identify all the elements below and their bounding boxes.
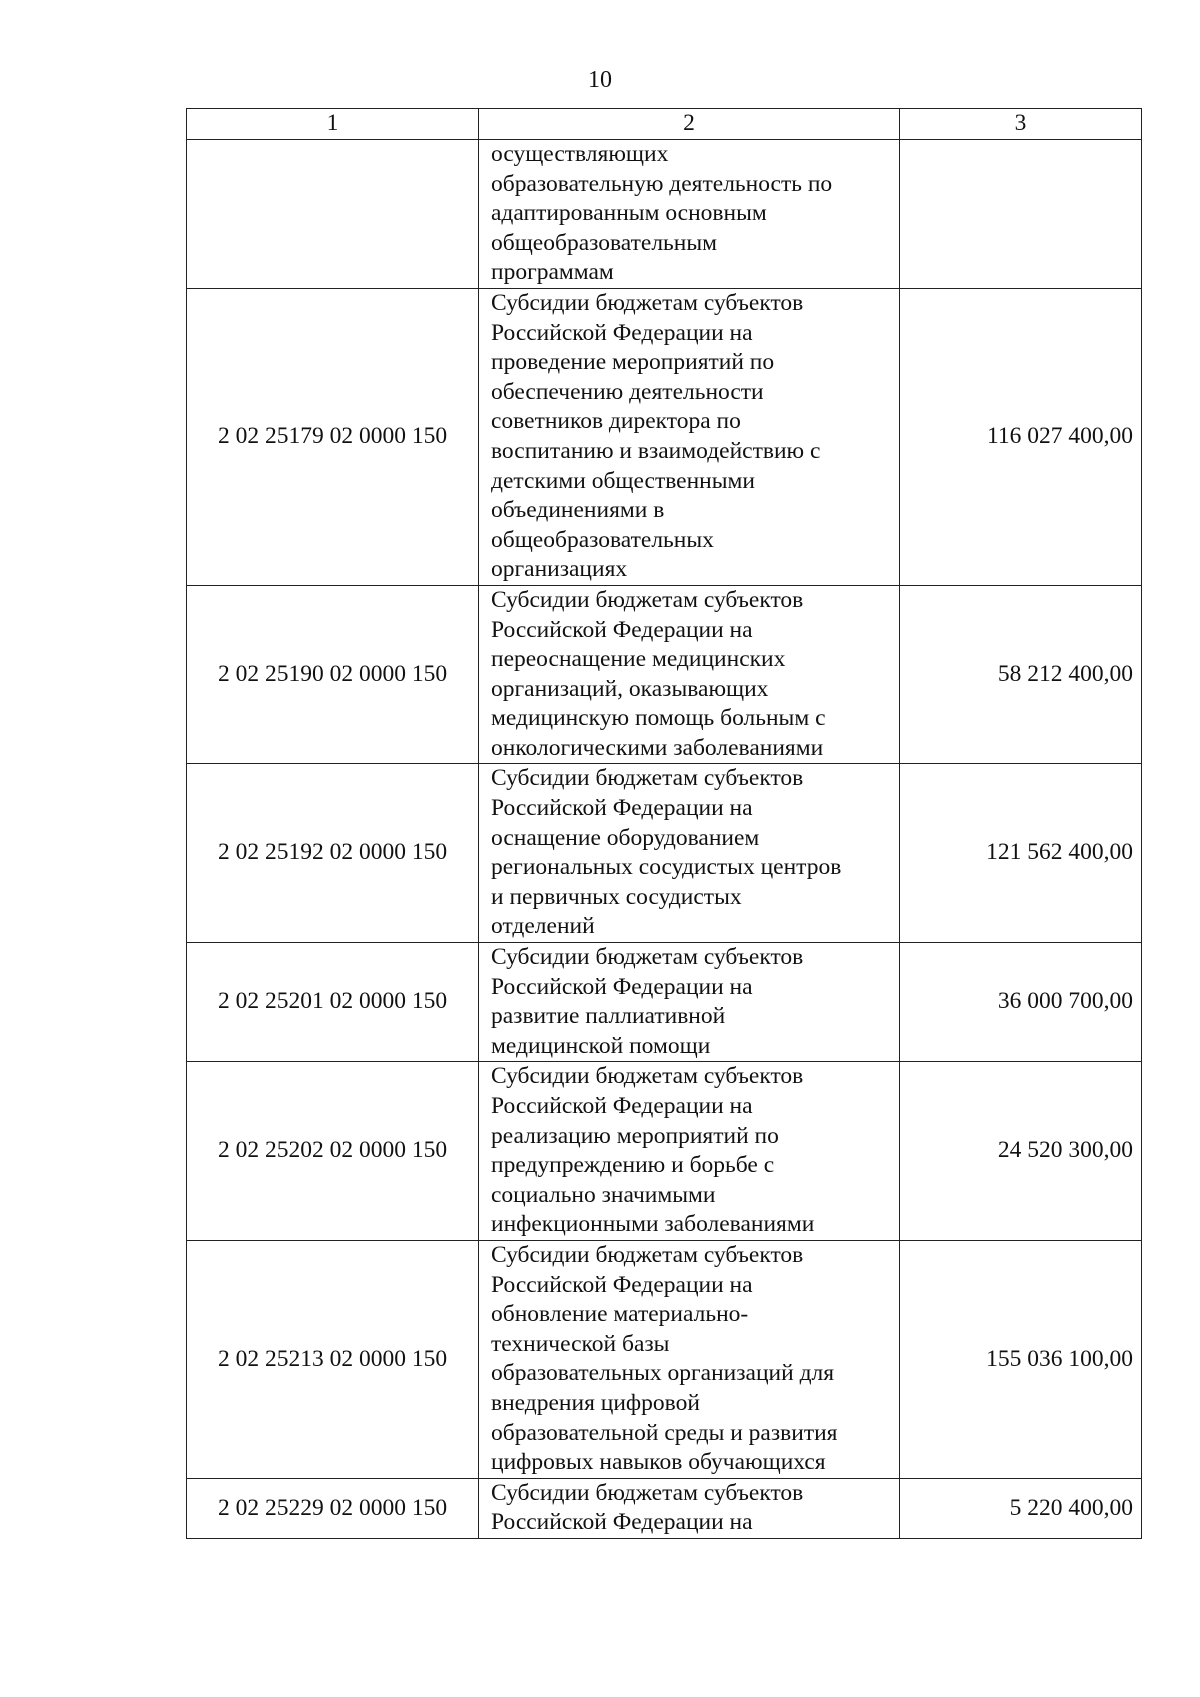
description-line: реализацию мероприятий по xyxy=(491,1122,779,1149)
description-line: объединениями в xyxy=(491,497,665,524)
table-row xyxy=(187,585,1142,764)
description-line: общеобразовательным xyxy=(491,229,718,256)
description-line: Субсидии бюджетам субъектов xyxy=(491,944,804,971)
amount: 116 027 400,00 xyxy=(900,288,1142,585)
description-line: Российской Федерации на xyxy=(491,1093,753,1119)
column-header-3: 3 xyxy=(900,109,1142,140)
amount: 155 036 100,00 xyxy=(900,1240,1142,1478)
description-line: оснащение оборудованием xyxy=(491,824,760,851)
amount: 36 000 700,00 xyxy=(900,943,1142,1062)
description-line: Субсидии бюджетам субъектов xyxy=(491,289,804,316)
description-line: Субсидии бюджетам субъектов xyxy=(491,1063,804,1090)
revenue-code: 2 02 25179 02 0000 150 xyxy=(187,288,479,585)
description-line: общеобразовательных xyxy=(491,526,714,553)
description-line: программам xyxy=(491,259,614,286)
revenue-code: 2 02 25201 02 0000 150 xyxy=(187,943,479,1062)
description-line: воспитанию и взаимодействию с xyxy=(491,437,821,464)
table-row xyxy=(187,1062,1142,1241)
description-line: осуществляющих xyxy=(491,141,669,167)
revenue-description xyxy=(479,943,900,1062)
table-row xyxy=(187,140,1142,289)
table-header-row xyxy=(187,109,1142,140)
revenue-description xyxy=(479,140,900,289)
description-line: предупреждению и борьбе с xyxy=(491,1152,775,1179)
table-row xyxy=(187,288,1142,585)
description-line: детскими общественными xyxy=(491,467,755,494)
amount: 5 220 400,00 xyxy=(900,1478,1142,1538)
description-line: Российской Федерации на xyxy=(491,319,753,346)
description-line: образовательную деятельность по xyxy=(491,170,833,197)
revenue-description xyxy=(479,1062,900,1241)
description-line: медицинской помощи xyxy=(491,1032,711,1059)
description-line: обновление материально- xyxy=(491,1301,749,1328)
description-line: организаций, оказывающих xyxy=(491,675,769,702)
column-header-1: 1 xyxy=(187,109,479,140)
table-row xyxy=(187,1478,1142,1538)
budget-table xyxy=(186,108,1142,1539)
revenue-description xyxy=(479,288,900,585)
amount: 24 520 300,00 xyxy=(900,1062,1142,1241)
description-line: Субсидии бюджетам субъектов xyxy=(491,765,804,792)
description-line: инфекционными заболеваниями xyxy=(491,1211,815,1238)
description-line: адаптированным основным xyxy=(491,200,767,227)
description-line: обеспечению деятельности xyxy=(491,378,764,405)
description-line: и первичных сосудистых xyxy=(491,883,742,910)
amount: 121 562 400,00 xyxy=(900,764,1142,943)
description-line: Субсидии бюджетам субъектов xyxy=(491,1479,804,1506)
revenue-code: 2 02 25190 02 0000 150 xyxy=(187,585,479,764)
table-row xyxy=(187,764,1142,943)
description-line: онкологическими заболеваниями xyxy=(491,734,824,761)
revenue-description xyxy=(479,764,900,943)
description-line: цифровых навыков обучающихся xyxy=(491,1449,826,1476)
amount xyxy=(900,140,1142,289)
description-line: Российской Федерации на xyxy=(491,1509,753,1536)
revenue-description xyxy=(479,585,900,764)
description-line: внедрения цифровой xyxy=(491,1389,700,1416)
description-line: образовательной среды и развития xyxy=(491,1419,838,1446)
description-line: технической базы xyxy=(491,1330,670,1357)
description-line: Субсидии бюджетам субъектов xyxy=(491,586,804,613)
description-line: Российской Федерации на xyxy=(491,795,753,822)
revenue-code: 2 02 25213 02 0000 150 xyxy=(187,1240,479,1478)
description-line: переоснащение медицинских xyxy=(491,646,786,673)
table-row xyxy=(187,1240,1142,1478)
description-line: советников директора по xyxy=(491,408,741,435)
page-number: 10 xyxy=(588,67,612,93)
description-line: развитие паллиативной xyxy=(491,1003,726,1030)
column-header-2: 2 xyxy=(479,109,900,140)
description-line: проведение мероприятий по xyxy=(491,349,775,376)
description-line: Субсидии бюджетам субъектов xyxy=(491,1241,804,1268)
description-line: отделений xyxy=(491,913,595,940)
description-line: социально значимыми xyxy=(491,1181,716,1208)
revenue-code: 2 02 25202 02 0000 150 xyxy=(187,1062,479,1241)
revenue-description xyxy=(479,1478,900,1538)
revenue-code xyxy=(187,140,479,289)
table-row xyxy=(187,943,1142,1062)
description-line: организациях xyxy=(491,556,628,583)
revenue-code: 2 02 25192 02 0000 150 xyxy=(187,764,479,943)
amount: 58 212 400,00 xyxy=(900,585,1142,764)
description-line: региональных сосудистых центров xyxy=(491,854,842,881)
description-line: образовательных организаций для xyxy=(491,1360,835,1387)
description-line: Российской Федерации на xyxy=(491,616,753,643)
description-line: Российской Федерации на xyxy=(491,1271,753,1298)
revenue-code: 2 02 25229 02 0000 150 xyxy=(187,1478,479,1538)
description-line: Российской Федерации на xyxy=(491,973,753,1000)
description-line: медицинскую помощь больным с xyxy=(491,705,826,732)
revenue-description xyxy=(479,1240,900,1478)
